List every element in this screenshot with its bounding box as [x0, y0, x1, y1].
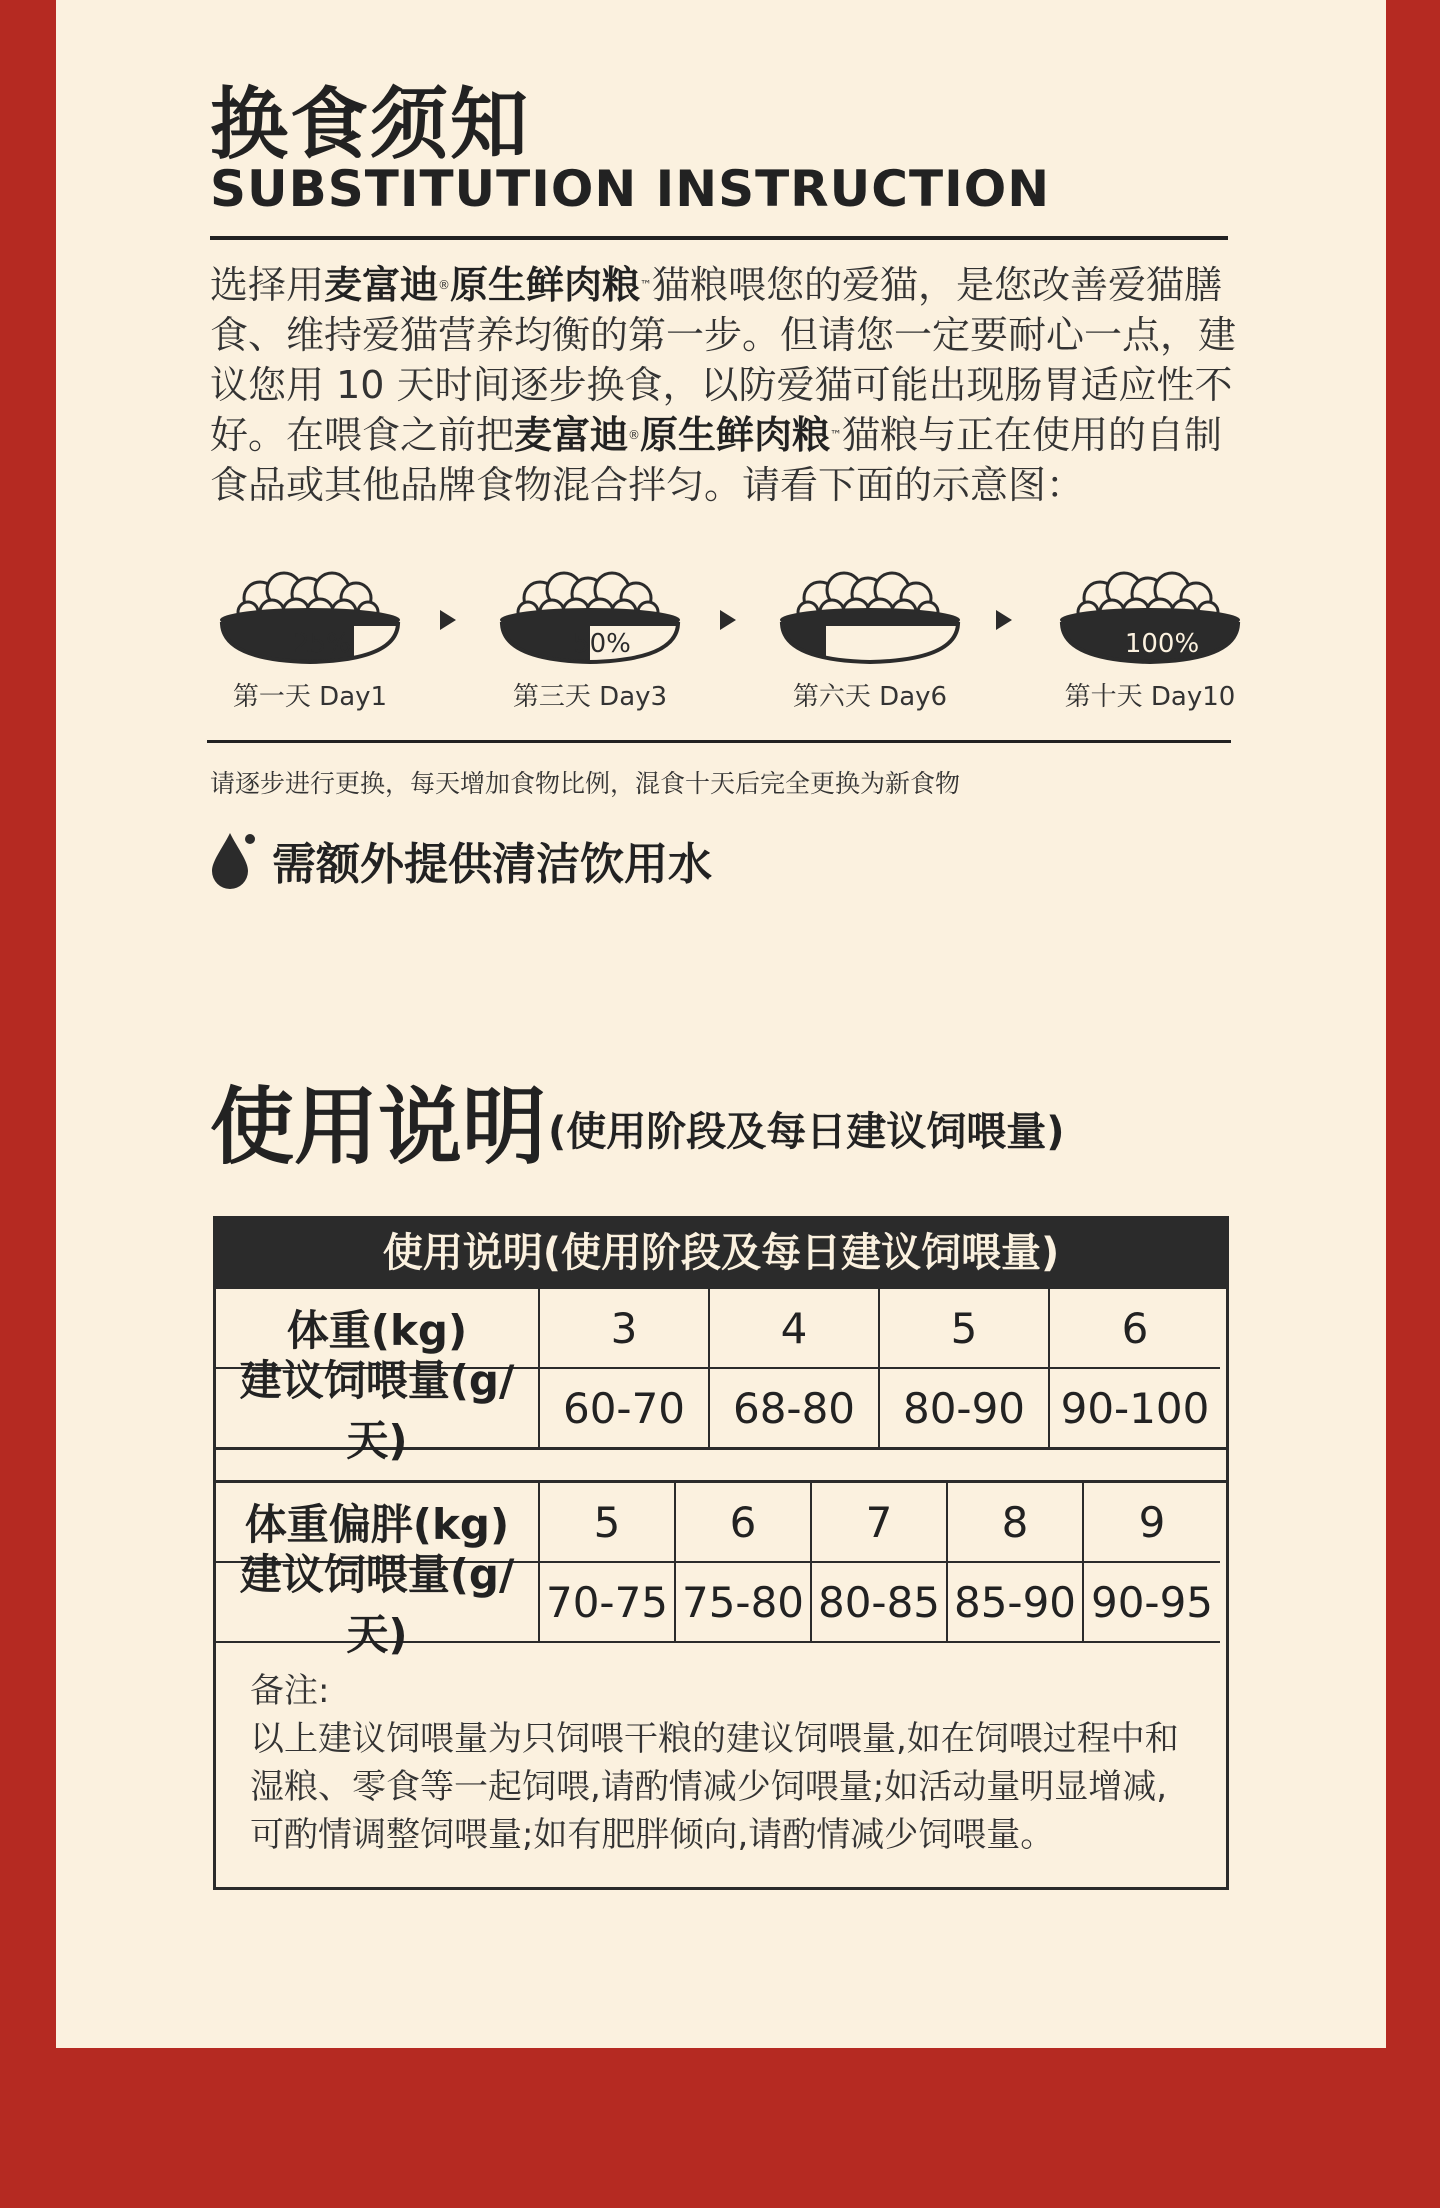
table-cell: 5 [540, 1483, 676, 1563]
stage-day-label: 第十天 Day10 [1064, 682, 1236, 712]
trademark-mark-2: ™ [830, 428, 843, 442]
weight-label: 体重(kg) [216, 1289, 540, 1369]
registered-mark-2: ® [628, 428, 641, 442]
intro-text-3: 猫粮与正在使用的自制食品或其他品牌食物混合拌匀。请看下面的示意图： [210, 413, 1223, 507]
product-name: 原生鲜肉粮 [450, 263, 641, 307]
food-bowl-icon [210, 568, 410, 668]
stage-1 [210, 568, 410, 718]
table-cell: 5 [880, 1289, 1050, 1369]
brand-name-2: 麦富迪 [514, 413, 629, 457]
table-cell: 60-70 [540, 1369, 710, 1447]
table-cell: 9 [1084, 1483, 1220, 1563]
table-cell: 68-80 [710, 1369, 880, 1447]
table-cell: 6 [676, 1483, 812, 1563]
table-cell: 3 [540, 1289, 710, 1369]
stages-divider [207, 740, 1231, 743]
table-cell: 6 [1050, 1289, 1220, 1369]
arrow-right-icon [440, 610, 456, 630]
intro-text-1: 选择用 [210, 263, 325, 307]
water-text: 需额外提供清洁饮用水 [272, 839, 712, 890]
substitution-note: 请逐步进行更换，每天增加食物比例，混食十天后完全更换为新食物 [210, 769, 961, 798]
table-cell: 85-90 [948, 1563, 1084, 1643]
remark-text: 以上建议饲喂量为只饲喂干粮的建议饲喂量,如在饲喂过程中和湿粮、零食等一起饲喂,请酌情减少饲喂量;如活动量明显增减,可酌情调整饲喂量;如有肥胖倾向,请酌情减少饲喂量。 [250, 1719, 1179, 1855]
table-cell: 80-90 [880, 1369, 1050, 1447]
amount-label: 建议饲喂量(g/天) [216, 1563, 540, 1643]
intro-text-2: 猫粮喂您的爱猫，是您改善爱猫膳食、维持爱猫营养均衡的第一步。但请您一定要耐心一点，建议您用 10 天时间逐步换食，以防爱猫可能出现肠胃适应性不好。在喂食之前把 [210, 263, 1237, 457]
table-cell: 4 [710, 1289, 880, 1369]
arrow-right-icon [720, 610, 736, 630]
brand-name: 麦富迪 [324, 263, 439, 307]
table-cell: 80-85 [812, 1563, 948, 1643]
food-bowl-icon [770, 568, 970, 668]
substitution-intro [210, 260, 1240, 510]
food-bowl-icon [490, 568, 690, 668]
usage-title: 使用说明 [210, 1078, 547, 1176]
stage-day-label: 第三天 Day3 [512, 682, 668, 712]
stage-3 [770, 568, 970, 718]
remark-title: 备注: [250, 1671, 330, 1711]
table-cell: 70-75 [540, 1563, 676, 1643]
usage-subtitle: (使用阶段及每日建议饲喂量) [548, 1109, 1065, 1155]
feeding-table [213, 1216, 1229, 1890]
overweight-label: 体重偏胖(kg) [216, 1483, 540, 1563]
stage-percent: 25% [293, 629, 351, 659]
registered-mark: ® [438, 278, 451, 292]
trademark-mark: ™ [640, 278, 653, 292]
food-bowl-icon [1050, 568, 1250, 668]
stage-day-label: 第一天 Day1 [232, 682, 388, 712]
amount-label: 建议饲喂量(g/天) [216, 1369, 540, 1447]
stage-day-label: 第六天 Day6 [792, 682, 948, 712]
arrow-right-icon [996, 610, 1012, 630]
substitution-title: 换食须知 [210, 80, 531, 170]
overweight-grid [216, 1483, 1226, 1659]
table-cell: 8 [948, 1483, 1084, 1563]
stage-2 [490, 568, 690, 718]
normal-weight-grid [216, 1287, 1226, 1465]
table-cell: 7 [812, 1483, 948, 1563]
stage-percent: 75% [853, 629, 911, 659]
table-cell: 90-100 [1060, 1383, 1210, 1433]
stage-percent: 100% [1124, 629, 1200, 659]
substitution-title-en: SUBSTITUTION INSTRUCTION [210, 160, 1051, 218]
stage-4 [1050, 568, 1250, 718]
table-header: 使用说明(使用阶段及每日建议饲喂量) [216, 1219, 1226, 1287]
water-drop-icon [210, 829, 256, 891]
table-remark [216, 1643, 1226, 1887]
water-notice [210, 828, 712, 894]
title-divider [210, 236, 1228, 240]
table-cell: 90-95 [1084, 1563, 1220, 1643]
stage-percent: 50% [573, 629, 631, 659]
product-name-2: 原生鲜肉粮 [640, 413, 831, 457]
table-cell: 75-80 [676, 1563, 812, 1643]
